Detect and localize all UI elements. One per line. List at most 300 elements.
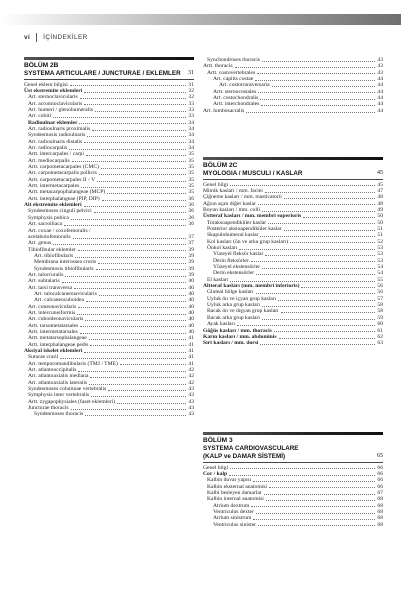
section-page: 65	[377, 453, 383, 459]
toc-entry-page: 36	[188, 208, 194, 215]
toc-entry-page: 53	[377, 257, 383, 264]
toc-entry-page: 40	[188, 303, 194, 310]
toc-leader-dots	[265, 251, 375, 256]
toc-entry-page: 60	[377, 321, 383, 328]
toc-entry-page: 34	[188, 138, 194, 145]
toc-entry-page: 41	[188, 341, 194, 348]
toc-entry-label: Art. temporomandibularis (TMJ / TME)	[28, 360, 118, 367]
toc-leader-dots	[84, 139, 186, 144]
toc-entry-label: Kalbin duvar yapısı	[207, 477, 252, 484]
toc-leader-dots	[237, 321, 375, 326]
toc-leader-dots	[281, 308, 376, 313]
toc-list	[203, 57, 383, 114]
toc-entry-label: Cor / kalp	[203, 470, 228, 477]
toc-entry-label: Artt. costovertebrales	[207, 69, 256, 76]
toc-entry-label: Artt. interphalangeae (PIP, DIP)	[28, 195, 100, 202]
toc-entry-page: 43	[377, 57, 383, 63]
section-title-text: MYOLOGIA / MUSCULI / KASLAR	[203, 170, 303, 177]
toc-leader-dots	[262, 264, 375, 269]
toc-entry-label: Symphysis inter vertebralis	[28, 392, 90, 399]
toc-entry-label: Alt ekstremite eklemleri	[24, 202, 82, 209]
toc-entry-page: 40	[188, 278, 194, 285]
toc-leader-dots	[229, 471, 375, 476]
toc-entry-label: Artt. intermetatarsales	[28, 329, 78, 335]
toc-entry-label: Kalbin eksternal anatomisi	[207, 483, 267, 490]
toc-entry-label: Sırt kasları / mm. dorsi	[203, 340, 259, 347]
toc-leader-dots	[78, 247, 187, 252]
toc-entry-page: 63	[377, 340, 383, 347]
toc-leader-dots	[78, 304, 186, 309]
toc-entry-page: 51	[377, 232, 383, 239]
toc-entry-label: Art. sacroiliaca	[28, 221, 63, 228]
toc-leader-dots	[60, 354, 186, 359]
toc-leader-dots	[117, 399, 186, 404]
toc-entry-label: Art. capitis costae	[213, 76, 254, 83]
toc-entry	[203, 340, 383, 346]
toc-entry-page: 55	[377, 276, 383, 283]
toc-entry-page: 36	[188, 221, 194, 228]
toc-entry-label: Art. intercuneiformis	[28, 309, 76, 316]
section-title-text: SYSTEMA ARTICULARE / JUNCTURAE / EKLEMLER	[24, 70, 181, 77]
toc-leader-dots	[102, 196, 187, 201]
toc-entry-page: 40	[188, 309, 194, 316]
toc-leader-dots	[272, 82, 376, 87]
toc-entry-page: 37	[188, 233, 194, 240]
toc-entry-page: 36	[188, 195, 194, 202]
toc-entry-label: Art. tarsi transversa	[28, 284, 72, 291]
toc-leader-dots	[258, 201, 375, 206]
section-2b	[24, 57, 194, 418]
toc-entry-label: Art. tibiofibularis	[34, 252, 74, 259]
toc-entry-label: Syndesmoses cinguli pelvici	[28, 208, 92, 215]
toc-entry-page: 41	[188, 360, 194, 367]
toc-leader-dots	[284, 194, 376, 199]
toc-entry-label: Suturae crarii	[28, 354, 59, 361]
toc-entry-label: Syndesmoses columnae vertebralis	[28, 386, 107, 393]
toc-entry-page: 41	[188, 348, 194, 355]
toc-leader-dots	[65, 272, 186, 277]
toc-entry-label: Kol kasları (ön ve arka grup kasları)	[207, 238, 289, 245]
section-2b-continued	[203, 57, 383, 114]
toc-entry-label: Genel bilgi	[203, 181, 229, 188]
toc-entry-page: 67	[377, 489, 383, 496]
toc-list	[203, 182, 383, 347]
toc-leader-dots	[251, 258, 376, 263]
page-title: İÇİNDEKİLER	[43, 34, 88, 42]
toc-entry-page: 47	[377, 187, 383, 194]
toc-entry-label: Art. radiocarpalis	[28, 145, 68, 152]
section-label: BÖLÜM 2B	[24, 62, 59, 69]
toc-entry-page: 66	[377, 464, 383, 471]
page-header	[24, 33, 88, 42]
toc-leader-dots	[251, 503, 375, 508]
toc-leader-dots	[230, 182, 375, 187]
toc-entry-label: Syndesmosis tibiofibularis	[34, 265, 94, 272]
toc-entry-label: Art. acromioclavicularis	[28, 100, 83, 107]
toc-entry-page: 50	[377, 219, 383, 226]
toc-entry-label: Yüzeyel fleksör kaslar	[213, 251, 264, 258]
toc-entry-label: Bacak ön ve dışyan grup kasları	[207, 308, 279, 315]
toc-leader-dots	[90, 342, 186, 347]
toc-entry-page: 34	[188, 126, 194, 132]
toc-entry-label: Symphysis pubica	[28, 214, 69, 221]
toc-leader-dots	[86, 151, 186, 156]
toc-entry-label: Art. cuneonavicularis	[28, 303, 77, 310]
section-rule	[24, 79, 194, 80]
toc-leader-dots	[96, 266, 187, 271]
toc-entry-page: 44	[377, 82, 383, 89]
toc-entry	[203, 108, 383, 114]
toc-entry-page: 41	[188, 354, 194, 361]
toc-entry-page: 33	[188, 113, 194, 120]
toc-entry-page: 32	[188, 87, 194, 94]
toc-leader-dots	[264, 490, 376, 495]
toc-entry-page: 36	[188, 214, 194, 221]
toc-leader-dots	[269, 484, 375, 489]
toc-leader-dots	[90, 373, 186, 378]
toc-entry-label: Syndesmosis radioulnaris	[28, 132, 86, 139]
toc-leader-dots	[99, 170, 187, 175]
toc-entry-page: 44	[377, 95, 383, 102]
toc-entry-page: 68	[377, 515, 383, 522]
toc-entry-page: 39	[188, 252, 194, 259]
toc-entry-page: 33	[188, 100, 194, 107]
toc-entry-page: 39	[188, 259, 194, 266]
toc-entry-page: 68	[377, 521, 383, 528]
toc-leader-dots	[108, 386, 186, 391]
toc-entry-page: 44	[377, 88, 383, 95]
toc-entry-label: Art. talocruralis	[28, 271, 64, 278]
section-3	[203, 432, 383, 528]
toc-entry-label: Ventriculus dexter	[213, 509, 254, 515]
toc-leader-dots	[94, 208, 187, 213]
toc-entry-page: 58	[377, 302, 383, 309]
toc-entry-page: 39	[188, 265, 194, 272]
toc-entry-page: 50	[377, 213, 383, 220]
toc-leader-dots	[75, 253, 186, 258]
toc-entry-label: Derin fleksörler	[213, 257, 249, 264]
toc-entry-page: 43	[188, 386, 194, 393]
toc-entry-page: 43	[188, 398, 194, 405]
toc-entry-label: Atrium sinistrum	[213, 515, 252, 522]
toc-leader-dots	[278, 296, 375, 301]
toc-entry-label: Skapulohumeral kaslar	[207, 232, 259, 239]
toc-leader-dots	[262, 57, 375, 62]
section-title	[24, 70, 194, 77]
toc-leader-dots	[89, 335, 187, 340]
toc-leader-dots	[256, 509, 376, 514]
toc-leader-dots	[265, 188, 376, 193]
toc-leader-dots	[246, 108, 375, 113]
toc-entry-label: Artt. metatarsophalangeae	[28, 335, 87, 342]
toc-leader-dots	[80, 329, 187, 334]
toc-leader-dots	[84, 348, 186, 353]
toc-entry-page: 32	[188, 94, 194, 101]
toc-entry-page: 48	[377, 194, 383, 201]
toc-entry-page: 42	[188, 379, 194, 386]
toc-entry-label: Art. subtalaris	[28, 278, 60, 285]
toc-entry-page: 43	[377, 69, 383, 76]
toc-entry-page: 40	[188, 329, 194, 335]
toc-entry-label: Toraksoapendiküler kaslar	[207, 219, 267, 226]
toc-leader-dots	[71, 215, 187, 220]
toc-entry-label: Artt. thoracis	[203, 63, 233, 70]
toc-leader-dots	[79, 120, 186, 125]
header-divider	[36, 33, 37, 42]
toc-leader-dots	[81, 183, 186, 188]
toc-entry-label: Artt. intercarpales / carpi	[28, 151, 84, 158]
toc-entry-label: Art. talocalcaneonavicularis	[34, 290, 97, 297]
toc-entry-label: Art. cubiti	[28, 113, 51, 120]
toc-entry-page: 35	[188, 170, 194, 177]
toc-entry-label: Çiğneme kasları / mm. masticatorii	[203, 194, 282, 201]
toc-entry-page: 34	[188, 145, 194, 152]
toc-leader-dots	[256, 289, 376, 294]
toc-list	[24, 82, 194, 418]
section-2c	[203, 157, 383, 347]
section-title-line-1: SYSTEMA CARDIOVASCULARE	[203, 445, 299, 452]
toc-entry-label: Artt. interchondrales	[213, 101, 260, 108]
toc-leader-dots	[92, 126, 186, 131]
toc-leader-dots	[262, 315, 375, 320]
toc-entry-page: 40	[188, 322, 194, 329]
toc-entry-label: Art. humeri / glenohumeralis	[28, 106, 93, 113]
page-number: vi	[24, 34, 31, 42]
toc-entry-label: Boyun kasları / mm. colli	[203, 206, 261, 213]
toc-entry-page: 58	[377, 308, 383, 315]
toc-leader-dots	[262, 302, 375, 307]
toc-entry-label: Artt. interphalangeae pedis	[28, 341, 89, 348]
toc-entry-label: Bacak arka grup kasları	[207, 314, 260, 321]
toc-entry-page: 40	[188, 290, 194, 297]
toc-leader-dots	[74, 285, 186, 290]
toc-entry-label: Art. sternoclavicularis	[28, 94, 78, 101]
toc-leader-dots	[260, 232, 375, 237]
toc-leader-dots	[101, 164, 186, 169]
toc-leader-dots	[71, 405, 187, 410]
section-header-bar	[24, 57, 194, 60]
toc-entry-page: 44	[377, 101, 383, 108]
toc-leader-dots	[77, 310, 186, 315]
toc-entry-label: Art. atlantoaxialis lateralis	[28, 379, 88, 386]
toc-entry-page: 35	[188, 164, 194, 171]
toc-leader-dots	[256, 270, 375, 275]
toc-entry-page: 31	[188, 81, 194, 88]
toc-leader-dots	[73, 234, 187, 239]
toc-entry-label: Art. costochondralis	[213, 95, 259, 102]
toc-entry-page: 35	[188, 183, 194, 190]
toc-entry-page: 36	[188, 202, 194, 209]
toc-leader-dots	[120, 361, 187, 366]
toc-entry-label: Mimik kasları / mm. faciei	[203, 187, 263, 194]
toc-entry-label: Art. carpometacarpalis pollicis	[28, 170, 97, 177]
toc-entry-page: 43	[188, 411, 194, 418]
toc-entry-label: Art. radioulnaris distalis	[28, 138, 83, 145]
toc-leader-dots	[235, 63, 376, 68]
toc-entry-page: 54	[377, 264, 383, 271]
toc-entry-label: Altteraf kasları (mm. membri inferioris)	[203, 283, 300, 290]
toc-entry-page: 41	[188, 335, 194, 342]
toc-entry-page: 59	[377, 314, 383, 321]
toc-leader-dots	[72, 158, 187, 163]
toc-leader-dots	[86, 297, 186, 302]
toc-leader-dots	[274, 328, 376, 333]
toc-leader-dots	[97, 177, 186, 182]
toc-entry-page: 57	[377, 295, 383, 302]
toc-entry-page: 56	[377, 289, 383, 296]
toc-entry-label: Artt. carpometacarpales (CMC)	[28, 164, 99, 171]
toc-leader-dots	[253, 515, 375, 520]
toc-entry-page: 35	[188, 176, 194, 183]
section-label: BÖLÜM 3	[203, 437, 233, 444]
toc-entry-page: 34	[188, 119, 194, 126]
toc-entry-label: Derin ekstensörler	[213, 270, 255, 277]
toc-entry-page: 40	[188, 284, 194, 291]
toc-entry-label: Ağzın açan diğer kaslar	[203, 200, 256, 207]
toc-entry-page: 33	[188, 106, 194, 113]
toc-entry-page: 66	[377, 470, 383, 477]
toc-entry-label: Juncturae thoracis	[28, 405, 69, 412]
toc-leader-dots	[80, 94, 187, 99]
toc-entry-label: Artt. zygapophysiales (faset eklemleri)	[28, 398, 115, 405]
toc-entry-page: 44	[377, 107, 383, 114]
toc-entry-page: 40	[188, 297, 194, 304]
toc-leader-dots	[85, 316, 186, 321]
toc-entry-page: 44	[377, 76, 383, 83]
toc-leader-dots	[261, 101, 375, 106]
toc-entry-label: Art. mediocarpalis	[28, 157, 70, 164]
section-label: BÖLÜM 2C	[203, 162, 238, 169]
toc-entry-page: 40	[188, 316, 194, 323]
toc-entry-page: 43	[377, 63, 383, 70]
section-title-text: (KALP ve DAMAR SİSTEMİ)	[203, 453, 286, 460]
toc-entry-label: Ventriculus sinister	[213, 521, 257, 528]
toc-leader-dots	[80, 323, 186, 328]
toc-entry-label: Kalbin internal anatomisi	[207, 496, 264, 503]
toc-leader-dots	[260, 95, 375, 100]
toc-entry-label: Art. costotransversaria	[219, 82, 270, 89]
toc-entry-page: 35	[188, 157, 194, 164]
toc-leader-dots	[239, 245, 375, 250]
toc-entry-label: Artt. metacarpophalangeae (MCP)	[28, 189, 106, 196]
toc-leader-dots	[253, 477, 375, 482]
toc-leader-dots	[78, 367, 186, 372]
toc-leader-dots	[284, 226, 376, 231]
toc-entry-label: Tibiofibular eklemler	[28, 246, 76, 253]
toc-leader-dots	[84, 202, 187, 207]
toc-leader-dots	[303, 213, 375, 218]
toc-entry-label: Artt. intermetacarpales	[28, 183, 80, 190]
toc-entry-label: Aksiyal iskelet eklemleri	[24, 348, 83, 355]
toc-leader-dots	[266, 496, 376, 501]
toc-entry-label: Art. atlantoaxialis mediana	[28, 373, 89, 380]
toc-leader-dots	[87, 132, 186, 137]
toc-entry-label: Art. genus	[28, 240, 52, 247]
section-title-line-2	[203, 453, 383, 460]
toc-leader-dots	[279, 334, 376, 339]
toc-entry-page: 34	[188, 132, 194, 139]
section-header-bar	[203, 157, 383, 160]
toc-entry-label: Yüzeyel ekstensörler	[213, 264, 261, 271]
toc-entry-label: Gluteal bölge kasları	[207, 289, 254, 296]
toc-entry-page: 39	[188, 271, 194, 278]
toc-entry-label: Artt. carpometacarpales II - V	[28, 176, 96, 183]
section-header-bar	[203, 432, 383, 435]
toc-entry-page: 43	[188, 392, 194, 399]
toc-entry-page: 49	[377, 206, 383, 213]
toc-entry-page: 35	[188, 151, 194, 158]
toc-entry-label: Üstteraf kasları / mm. membri superioris	[203, 213, 302, 220]
toc-list	[203, 465, 383, 528]
toc-entry	[203, 522, 383, 528]
toc-entry-label: Genel bilgi	[203, 464, 229, 471]
toc-entry-label: Uyluk ön ve içyan grup kasları	[207, 295, 277, 302]
toc-entry-page: 68	[377, 509, 383, 515]
toc-entry-page: 68	[377, 496, 383, 503]
toc-entry-label: acetabulofemoralis	[28, 233, 71, 240]
toc-leader-dots	[84, 101, 186, 106]
toc-entry-label: Önkol kasları	[207, 245, 238, 252]
toc-entry-page: 68	[377, 502, 383, 509]
toc-leader-dots	[84, 88, 186, 93]
toc-entry-page: 53	[377, 245, 383, 252]
toc-entry-page: 35	[188, 189, 194, 196]
toc-entry-page: 45	[377, 181, 383, 188]
toc-leader-dots	[268, 220, 375, 225]
toc-entry-label: Radioulnar eklemler	[28, 119, 78, 126]
toc-leader-dots	[98, 259, 186, 264]
toc-entry-label: Karın kasları / mm. abdominis	[203, 333, 277, 340]
toc-entry-label: Göğüs kasları / mm. thoracis	[203, 327, 272, 334]
toc-entry-page: 62	[377, 333, 383, 340]
toc-leader-dots	[107, 189, 186, 194]
toc-entry	[24, 411, 194, 417]
toc-entry-label: Membrana interossea cruris	[34, 259, 97, 266]
toc-entry-label: Artt. sternocostales	[213, 88, 257, 95]
toc-entry-page: 37	[188, 240, 194, 247]
toc-entry-label: Kalbi besleyen damarlar	[207, 489, 262, 496]
toc-leader-dots	[53, 113, 186, 118]
toc-leader-dots	[290, 239, 375, 244]
toc-entry-label: Art. calcaneocuboidea	[34, 297, 85, 304]
toc-entry-label: Synchondroses thoracis	[207, 57, 260, 63]
section-page: 31	[188, 70, 194, 76]
toc-leader-dots	[69, 145, 186, 150]
toc-entry-page: 56	[377, 283, 383, 290]
toc-leader-dots	[85, 411, 186, 416]
toc-leader-dots	[255, 76, 375, 81]
section-rule	[203, 179, 383, 180]
toc-entry-label: Art. lumbosacralis	[203, 107, 245, 114]
toc-entry-page: 52	[377, 238, 383, 245]
toc-entry-page: 54	[377, 270, 383, 277]
toc-leader-dots	[99, 291, 187, 296]
toc-leader-dots	[91, 392, 186, 397]
toc-entry-label: Ayak kasları	[207, 321, 235, 328]
toc-entry-page: 66	[377, 483, 383, 490]
toc-leader-dots	[230, 465, 375, 470]
toc-entry-label: Art. coxae / coxofemoralis /	[28, 227, 91, 234]
toc-entry-label: Atrium dextrum	[213, 502, 250, 509]
section-page: 45	[377, 170, 383, 176]
section-rule	[203, 462, 383, 463]
toc-entry-page: 51	[377, 226, 383, 232]
toc-leader-dots	[257, 70, 375, 75]
toc-entry-label: Syndesmoses thoracis	[34, 411, 84, 418]
toc-leader-dots	[62, 278, 187, 283]
toc-leader-dots	[230, 277, 375, 282]
toc-entry-page: 43	[188, 405, 194, 412]
